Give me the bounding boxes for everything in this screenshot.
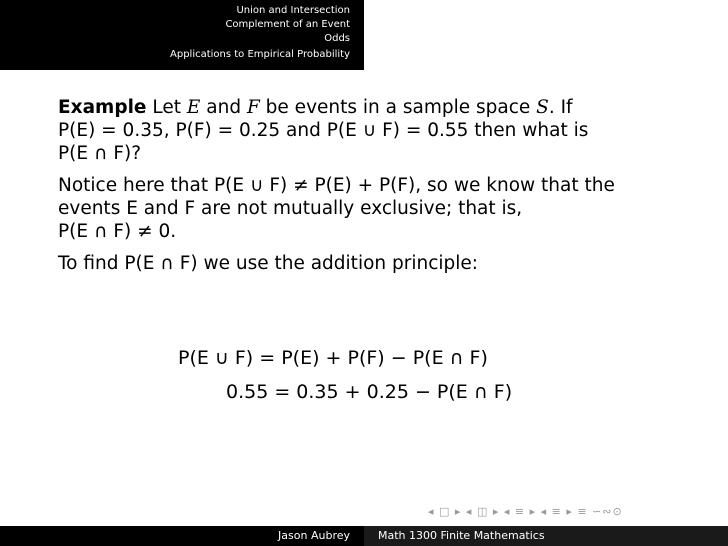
beamer-navigation-icons[interactable]: ◂ □ ▸ ◂ ◫ ▸ ◂ ≡ ▸ ◂ ≡ ▸ ≡ ∽∾⊙ xyxy=(428,505,623,518)
header-right-blank xyxy=(364,0,728,70)
equation-substituted: 0.55 = 0.35 + 0.25 − P(E ∩ F) xyxy=(226,381,513,403)
nav-union-intersection[interactable]: Union and Intersection xyxy=(236,5,350,16)
nav-empirical-probability[interactable]: Applications to Empirical Probability xyxy=(170,49,350,60)
example-paragraph: Example Let E and F be events in a sample space S. If P(E) = 0.35, P(F) = 0.25 and P(E ∪ F) = 0.55 then what is P(E ∩ F)? xyxy=(58,97,589,164)
slide-body xyxy=(58,96,698,284)
to-find-paragraph: To find P(E ∩ F) we use the addition principle: xyxy=(58,253,479,274)
notice-paragraph: Notice here that P(E ∪ F) ≠ P(E) + P(F), so we know that the events E and F are not mutually exclusive; that is, P(E ∩ F) ≠ 0. xyxy=(58,175,615,242)
footer-bar xyxy=(0,526,728,546)
footer-author: Jason Aubrey xyxy=(278,529,350,542)
nav-odds[interactable]: Odds xyxy=(324,33,350,44)
equation-addition-principle: P(E ∪ F) = P(E) + P(F) − P(E ∩ F) xyxy=(178,347,488,369)
nav-complement[interactable]: Complement of an Event xyxy=(225,19,350,30)
example-line-3: P(E ∩ F)? xyxy=(58,143,142,164)
example-label: Example xyxy=(58,97,147,118)
example-line-2: P(E) = 0.35, P(F) = 0.25 and P(E ∪ F) = 0.55 then what is xyxy=(58,120,589,141)
footer-course: Math 1300 Finite Mathematics xyxy=(364,526,728,546)
